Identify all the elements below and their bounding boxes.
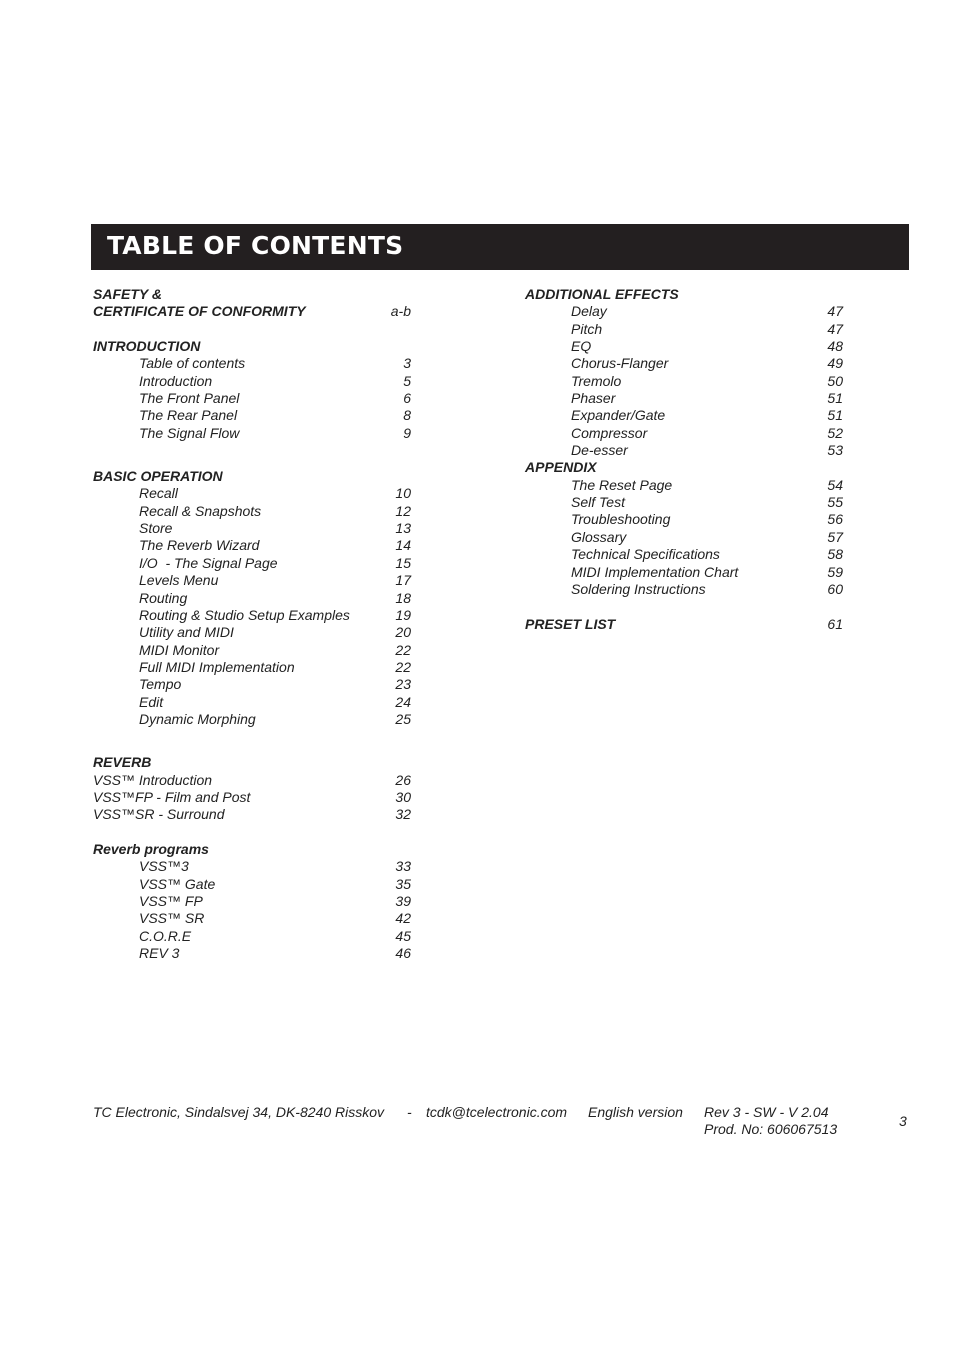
footer-language: English version: [588, 1104, 683, 1120]
toc-entry[interactable]: Chorus-Flanger 49: [571, 355, 843, 372]
toc-entry[interactable]: The Reverb Wizard 14: [139, 537, 411, 554]
toc-entry[interactable]: MIDI Monitor 22: [139, 641, 411, 658]
title-banner: [91, 224, 909, 270]
toc-entry[interactable]: Technical Specifications 58: [571, 546, 843, 563]
toc-entry[interactable]: MIDI Implementation Chart 59: [571, 563, 843, 580]
toc-entry[interactable]: Routing & Studio Setup Examples 19: [139, 606, 411, 623]
toc-entry[interactable]: Table of contents 3: [139, 355, 411, 372]
toc-entry[interactable]: Routing 18: [139, 589, 411, 606]
section-heading-introduction: INTRODUCTION: [93, 338, 201, 355]
toc-entry[interactable]: VSS™SR - Surround 32: [93, 806, 411, 823]
toc-entry[interactable]: Dynamic Morphing 25: [139, 710, 411, 727]
toc-entry[interactable]: Recall 10: [139, 485, 411, 502]
toc-entry[interactable]: VSS™ SR 42: [139, 910, 411, 927]
toc-entry[interactable]: VSS™ Gate 35: [139, 875, 411, 892]
toc-entry-certificate[interactable]: CERTIFICATE OF CONFORMITY a-b: [93, 303, 411, 320]
toc-entry[interactable]: Store 13: [139, 520, 411, 537]
footer-address: TC Electronic, Sindalsvej 34, DK-8240 Risskov: [93, 1104, 385, 1120]
footer-email[interactable]: tcdk@tcelectronic.com: [426, 1104, 568, 1120]
toc-entry[interactable]: REV 3 46: [139, 945, 411, 962]
toc-entry[interactable]: Full MIDI Implementation 22: [139, 658, 411, 675]
footer-revision: Rev 3 - SW - V 2.04: [704, 1104, 829, 1120]
toc-entry[interactable]: The Rear Panel 8: [139, 407, 411, 424]
page-footer: [93, 1104, 923, 1144]
page-number: 3: [899, 1113, 907, 1129]
toc-entry[interactable]: VSS™ Introduction 26: [93, 771, 411, 788]
toc-entry[interactable]: Expander/Gate 51: [571, 407, 843, 424]
toc-entry[interactable]: The Signal Flow 9: [139, 424, 411, 441]
toc-entry[interactable]: Tempo 23: [139, 676, 411, 693]
toc-entry[interactable]: Recall & Snapshots 12: [139, 502, 411, 519]
footer-prod-no: Prod. No: 606067513: [704, 1121, 838, 1137]
toc-entry[interactable]: Pitch 47: [571, 320, 843, 337]
toc-entry[interactable]: VSS™FP - Film and Post 30: [93, 788, 411, 805]
toc-right-column: [525, 286, 845, 633]
toc-entry[interactable]: Self Test 55: [571, 494, 843, 511]
section-heading-reverb: REVERB: [93, 754, 152, 771]
toc-entry[interactable]: De-esser 53: [571, 442, 843, 459]
page-title: TABLE OF CONTENTS: [107, 231, 404, 260]
toc-entry[interactable]: Edit 24: [139, 693, 411, 710]
toc-entry[interactable]: VSS™ FP 39: [139, 893, 411, 909]
toc-entry[interactable]: The Reset Page 54: [571, 476, 843, 493]
toc-entry[interactable]: Delay 47: [571, 303, 843, 320]
toc-entry[interactable]: Tremolo 50: [571, 372, 843, 389]
toc-entry[interactable]: Introduction 5: [139, 372, 411, 389]
toc-entry[interactable]: VSS™3 33: [139, 858, 411, 875]
toc-entry[interactable]: Utility and MIDI 20: [139, 624, 411, 641]
toc-entry[interactable]: I/O - The Signal Page 15: [139, 554, 411, 571]
section-heading-reverb-programs: Reverb programs: [93, 840, 209, 857]
section-heading-additional-effects: ADDITIONAL EFFECTS: [525, 286, 679, 302]
toc-entry[interactable]: Glossary 57: [571, 528, 843, 545]
toc-left-column: [93, 286, 413, 962]
section-heading-appendix: APPENDIX: [525, 459, 597, 476]
toc-entry[interactable]: Troubleshooting 56: [571, 511, 843, 528]
toc-entry[interactable]: Compressor 52: [571, 424, 843, 441]
toc-entry[interactable]: Phaser 51: [571, 390, 843, 407]
toc-entry[interactable]: Soldering Instructions 60: [571, 580, 843, 597]
toc-entry[interactable]: Levels Menu 17: [139, 572, 411, 589]
toc-entry[interactable]: EQ 48: [571, 338, 843, 355]
toc-entry-preset-list[interactable]: PRESET LIST 61: [525, 615, 843, 632]
toc-entry[interactable]: The Front Panel 6: [139, 390, 411, 407]
section-heading-safety: SAFETY &: [93, 286, 162, 302]
footer-separator: -: [407, 1104, 412, 1120]
section-heading-basic-operation: BASIC OPERATION: [93, 468, 223, 485]
toc-entry[interactable]: C.O.R.E 45: [139, 927, 411, 944]
